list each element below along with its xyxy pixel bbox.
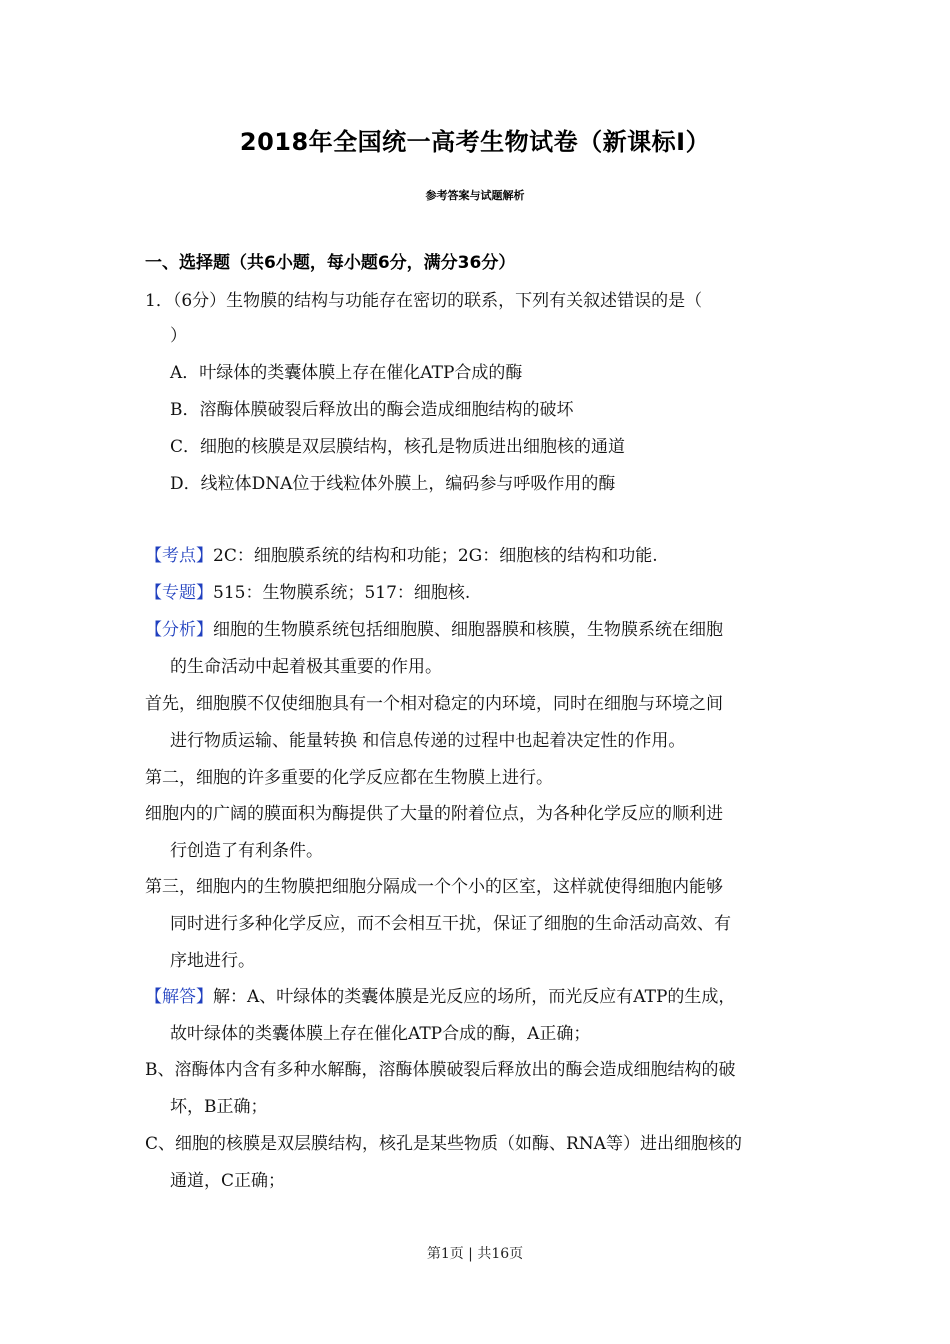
jieda-text: 解：A、叶绿体的类囊体膜是光反应的场所，而光反应有ATP的生成， — [213, 987, 736, 1007]
option-a-text: 叶绿体的类囊体膜上存在催化ATP合成的酶 — [199, 363, 523, 383]
option-c-label: C． — [170, 437, 201, 457]
paragraph-3-line1: 细胞内的广阔的膜面积为酶提供了大量的附着位点，为各种化学反应的顺利进 — [145, 804, 723, 824]
document-subtitle: 参考答案与试题解析 — [425, 189, 525, 202]
paragraph-1-line2: 进行物质运输、能量转换 和信息传递的过程中也起着决定性的作用。 — [170, 731, 686, 751]
question-stem-line1: （6分）生物膜的结构与功能存在密切的联系，下列有关叙述错误的是（ — [172, 291, 703, 311]
fenxi-text: 细胞的生物膜系统包括细胞膜、细胞器膜和核膜，生物膜系统在细胞 — [213, 620, 723, 640]
fenxi-tag: 【分析】 — [145, 620, 213, 640]
paragraph-4-line1: 第三，细胞内的生物膜把细胞分隔成一个个小的区室，这样就使得细胞内能够 — [145, 877, 723, 897]
paragraph-1-line1: 首先，细胞膜不仅使细胞具有一个相对稳定的内环境，同时在细胞与环境之间 — [145, 694, 723, 714]
question-stem-line2: ） — [170, 326, 187, 346]
kaodian-text: 2C：细胞膜系统的结构和功能；2G：细胞核的结构和功能. — [213, 546, 658, 566]
question-number: 1． — [145, 291, 173, 311]
jieda-c-line2: 通道，C正确； — [170, 1171, 286, 1191]
jieda-line2: 故叶绿体的类囊体膜上存在催化ATP合成的酶，A正确； — [170, 1024, 591, 1044]
option-b — [170, 399, 574, 421]
zhuanti-text: 515：生物膜系统；517：细胞核. — [213, 583, 471, 603]
jieda-c-line1: C、细胞的核膜是双层膜结构，核孔是某些物质（如酶、RNA等）进出细胞核的 — [145, 1134, 742, 1154]
option-c — [170, 436, 625, 458]
zhuanti-tag: 【专题】 — [145, 583, 213, 603]
section-heading: 一、选择题（共6小题，每小题6分，满分36分） — [145, 253, 516, 273]
paragraph-4-line2: 同时进行多种化学反应，而不会相互干扰，保证了细胞的生命活动高效、有 — [170, 914, 731, 934]
option-a — [170, 362, 522, 384]
option-b-label: B． — [170, 400, 200, 420]
option-b-text: 溶酶体膜破裂后释放出的酶会造成细胞结构的破坏 — [199, 400, 574, 420]
option-d-label: D． — [170, 474, 201, 494]
page-footer: 第1页 | 共16页 — [426, 1246, 524, 1262]
option-c-text: 细胞的核膜是双层膜结构，核孔是物质进出细胞核的通道 — [200, 437, 626, 457]
paragraph-3-line2: 行创造了有利条件。 — [170, 841, 323, 861]
kaodian-line — [145, 545, 658, 567]
option-d — [170, 473, 615, 495]
jieda-tag: 【解答】 — [145, 987, 213, 1007]
option-d-text: 线粒体DNA位于线粒体外膜上，编码参与呼吸作用的酶 — [200, 474, 616, 494]
paragraph-2-line1: 第二，细胞的许多重要的化学反应都在生物膜上进行。 — [145, 768, 553, 788]
paragraph-4-line3: 序地进行。 — [170, 951, 255, 971]
kaodian-tag: 【考点】 — [145, 546, 213, 566]
jieda-b-line2: 坏，B正确； — [170, 1097, 268, 1117]
fenxi-line2: 的生命活动中起着极其重要的作用。 — [170, 657, 442, 677]
fenxi-line — [145, 619, 723, 641]
jieda-line — [145, 986, 735, 1008]
question-stem — [145, 290, 702, 312]
option-a-label: A． — [170, 363, 200, 383]
document-title: 2018年全国统一高考生物试卷（新课标Ⅰ） — [239, 128, 711, 156]
jieda-b-line1: B、溶酶体内含有多种水解酶，溶酶体膜破裂后释放出的酶会造成细胞结构的破 — [145, 1060, 736, 1080]
zhuanti-line — [145, 582, 470, 604]
